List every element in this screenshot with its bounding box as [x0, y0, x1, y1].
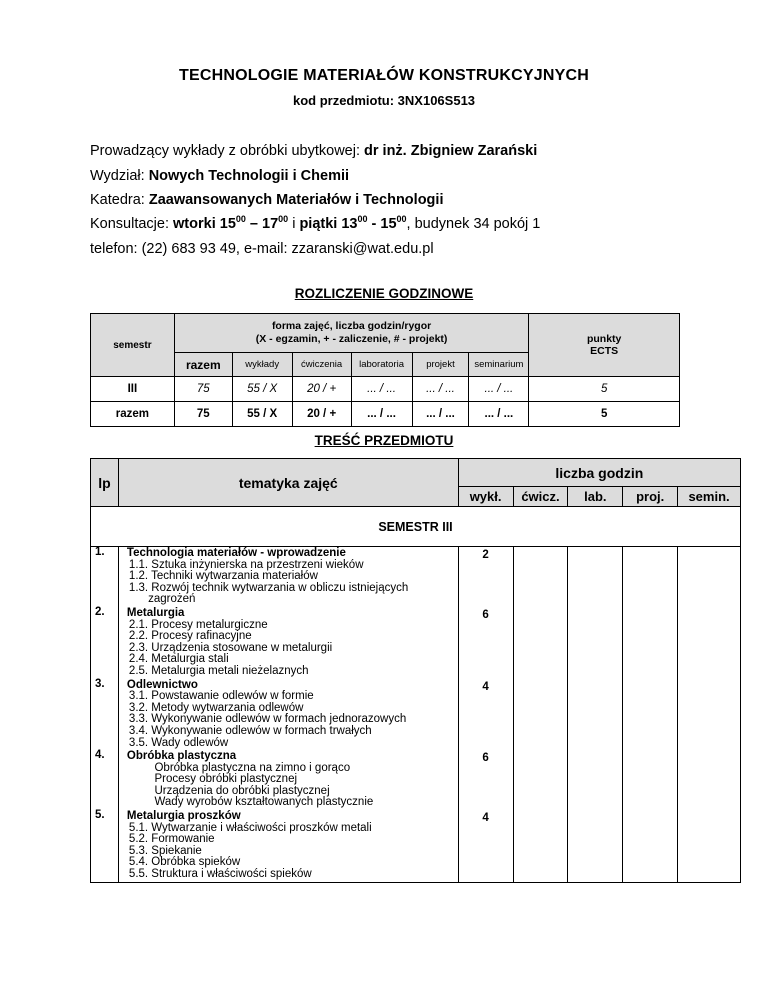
- subtopic: 5.5. Struktura i właściwości spieków: [128, 868, 312, 881]
- subtopic: 2.4. Metalurgia stali: [128, 653, 229, 666]
- empty-hours-cell: [623, 679, 678, 751]
- cell: ... / ...: [412, 377, 469, 402]
- topic-cell: [118, 750, 458, 810]
- forma-header: forma zajęć, liczba godzin/rygor (X - egzamin, + - zaliczenie, # - projekt): [174, 314, 529, 353]
- cell: 75: [174, 402, 232, 427]
- subtopic: 5.3. Spiekanie: [128, 844, 202, 857]
- cell: 20 / +: [292, 402, 351, 427]
- empty-hours-cell: [513, 810, 568, 882]
- row-iii: [91, 377, 680, 402]
- topic-title: Technologia materiałów - wprowadzenie: [126, 547, 346, 559]
- subtopic: 5.1. Wytwarzanie i właściwości proszków metali: [128, 821, 372, 834]
- topic-title: Obróbka plastyczna: [126, 750, 237, 763]
- subcol-lab: lab.: [568, 487, 623, 507]
- content-heading: TREŚĆ PRZEDMIOTU: [314, 433, 454, 448]
- hours-heading: ROZLICZENIE GODZINOWE: [294, 286, 474, 301]
- subtopic: 3.1. Powstawanie odlewów w formie: [128, 690, 314, 703]
- cell: razem: [91, 402, 175, 427]
- subtopic: 1.2. Techniki wytwarzania materiałów: [128, 570, 318, 583]
- topic-title: Odlewnictwo: [126, 678, 198, 691]
- topic-cell: [118, 679, 458, 751]
- subcol-wykl: wykł.: [458, 487, 513, 507]
- table-row: [91, 750, 741, 810]
- row-number: 3.: [91, 679, 119, 751]
- table-row: [91, 679, 741, 751]
- lecture-hours: 4: [458, 679, 513, 751]
- lecture-hours: 2: [458, 547, 513, 607]
- semester-row: SEMESTR III: [91, 507, 741, 547]
- empty-hours-cell: [513, 547, 568, 607]
- hours-table: [90, 313, 680, 427]
- empty-hours-cell: [623, 607, 678, 679]
- contact-line: telefon: (22) 683 93 49, e-mail: zzaranski@wat.edu.pl: [90, 241, 434, 257]
- semestr-header: semestr: [91, 314, 175, 377]
- cell: 75: [174, 377, 232, 402]
- lecture-hours: 6: [458, 750, 513, 810]
- empty-hours-cell: [513, 750, 568, 810]
- subtopic: 1.3. Rozwój technik wytwarzania w obliczu istniejących: [128, 581, 409, 594]
- lecture-hours: 4: [458, 810, 513, 882]
- subtopic: Obróbka plastyczna na zimno i gorąco: [128, 761, 351, 774]
- topic-header: tematyka zajęć: [118, 459, 458, 507]
- col-razem: razem: [174, 353, 232, 377]
- empty-hours-cell: [678, 810, 741, 882]
- cell: ... / ...: [469, 402, 529, 427]
- cell: 55 / X: [232, 402, 292, 427]
- cell: 5: [529, 377, 680, 402]
- department-line: Katedra: Zaawansowanych Materiałów i Technologii: [90, 192, 444, 208]
- row-number: 1.: [91, 547, 119, 607]
- empty-hours-cell: [678, 679, 741, 751]
- table-row: [91, 607, 741, 679]
- cell: ... / ...: [351, 377, 412, 402]
- topic-cell: [118, 547, 458, 607]
- subcol-semin: semin.: [678, 487, 741, 507]
- empty-hours-cell: [568, 547, 623, 607]
- subtopic: 3.2. Metody wytwarzania odlewów: [128, 701, 304, 714]
- empty-hours-cell: [568, 750, 623, 810]
- row-razem: [91, 402, 680, 427]
- subtopic: 2.2. Procesy rafinacyjne: [128, 630, 252, 643]
- row-number: 5.: [91, 810, 119, 882]
- topic-title: Metalurgia: [126, 606, 185, 619]
- consultations-line: Konsultacje: wtorki $15^{00} - 17^{00}$ i piątki $13^{00} - 15^{00}$, budynek 34 pokój 1: [90, 214, 541, 232]
- lecturer-line: Prowadzący wykłady z obróbki ubytkowej: dr inż. Zbigniew Zarański: [90, 143, 538, 159]
- subtopic: zagrożeń: [128, 593, 196, 606]
- cell: ... / ...: [469, 377, 529, 402]
- topic-cell: [118, 810, 458, 882]
- cell: ... / ...: [351, 402, 412, 427]
- course-code: kod przedmiotu: 3NX106S513: [292, 93, 476, 108]
- subcol-cwicz: ćwicz.: [513, 487, 568, 507]
- lecture-hours: 6: [458, 607, 513, 679]
- subtopic: 3.3. Wykonywanie odlewów w formach jednorazowych: [128, 713, 407, 726]
- empty-hours-cell: [568, 679, 623, 751]
- empty-hours-cell: [678, 547, 741, 607]
- empty-hours-cell: [623, 750, 678, 810]
- cell: 20 / +: [292, 377, 351, 402]
- subtopic: 2.5. Metalurgia metali nieżelaznych: [128, 664, 309, 677]
- cell: III: [91, 377, 175, 402]
- empty-hours-cell: [568, 607, 623, 679]
- subtopic: 5.4. Obróbka spieków: [128, 856, 241, 869]
- empty-hours-cell: [513, 679, 568, 751]
- subtopic: 5.2. Formowanie: [128, 833, 215, 846]
- empty-hours-cell: [568, 810, 623, 882]
- subtopic: 1.1. Sztuka inżynierska na przestrzeni wieków: [128, 558, 364, 571]
- faculty-line: Wydział: Nowych Technologii i Chemii: [90, 168, 350, 184]
- subtopic: Wady wyrobów kształtowanych plastycznie: [128, 796, 374, 809]
- table-row: [91, 547, 741, 607]
- col-seminarium: seminarium: [469, 353, 529, 377]
- ects-header: punkty ECTS: [529, 314, 680, 377]
- cell: 55 / X: [232, 377, 292, 402]
- empty-hours-cell: [678, 607, 741, 679]
- topic-title: Metalurgia proszków: [126, 810, 241, 823]
- col-projekt: projekt: [412, 353, 469, 377]
- hours-count-header: liczba godzin: [458, 459, 740, 487]
- cell: 5: [529, 402, 680, 427]
- empty-hours-cell: [678, 750, 741, 810]
- subtopic: Urządzenia do obróbki plastycznej: [128, 784, 330, 797]
- subtopic: 3.4. Wykonywanie odlewów w formach trwałych: [128, 724, 372, 737]
- subcol-proj: proj.: [623, 487, 678, 507]
- content-table: [90, 458, 741, 883]
- empty-hours-cell: [513, 607, 568, 679]
- subtopic: Procesy obróbki plastycznej: [128, 773, 298, 786]
- subtopic: 2.1. Procesy metalurgiczne: [128, 618, 268, 631]
- empty-hours-cell: [623, 810, 678, 882]
- row-number: 2.: [91, 607, 119, 679]
- col-cwiczenia: ćwiczenia: [292, 353, 351, 377]
- col-laboratoria: laboratoria: [351, 353, 412, 377]
- course-title: TECHNOLOGIE MATERIAŁÓW KONSTRUKCYJNYCH: [179, 67, 589, 84]
- subtopic: 2.3. Urządzenia stosowane w metalurgii: [128, 641, 333, 654]
- lp-header: lp: [91, 459, 119, 507]
- row-number: 4.: [91, 750, 119, 810]
- topic-cell: [118, 607, 458, 679]
- cell: ... / ...: [412, 402, 469, 427]
- empty-hours-cell: [623, 547, 678, 607]
- col-wyklady: wykłady: [232, 353, 292, 377]
- subtopic: 3.5. Wady odlewów: [128, 736, 229, 749]
- table-row: [91, 810, 741, 882]
